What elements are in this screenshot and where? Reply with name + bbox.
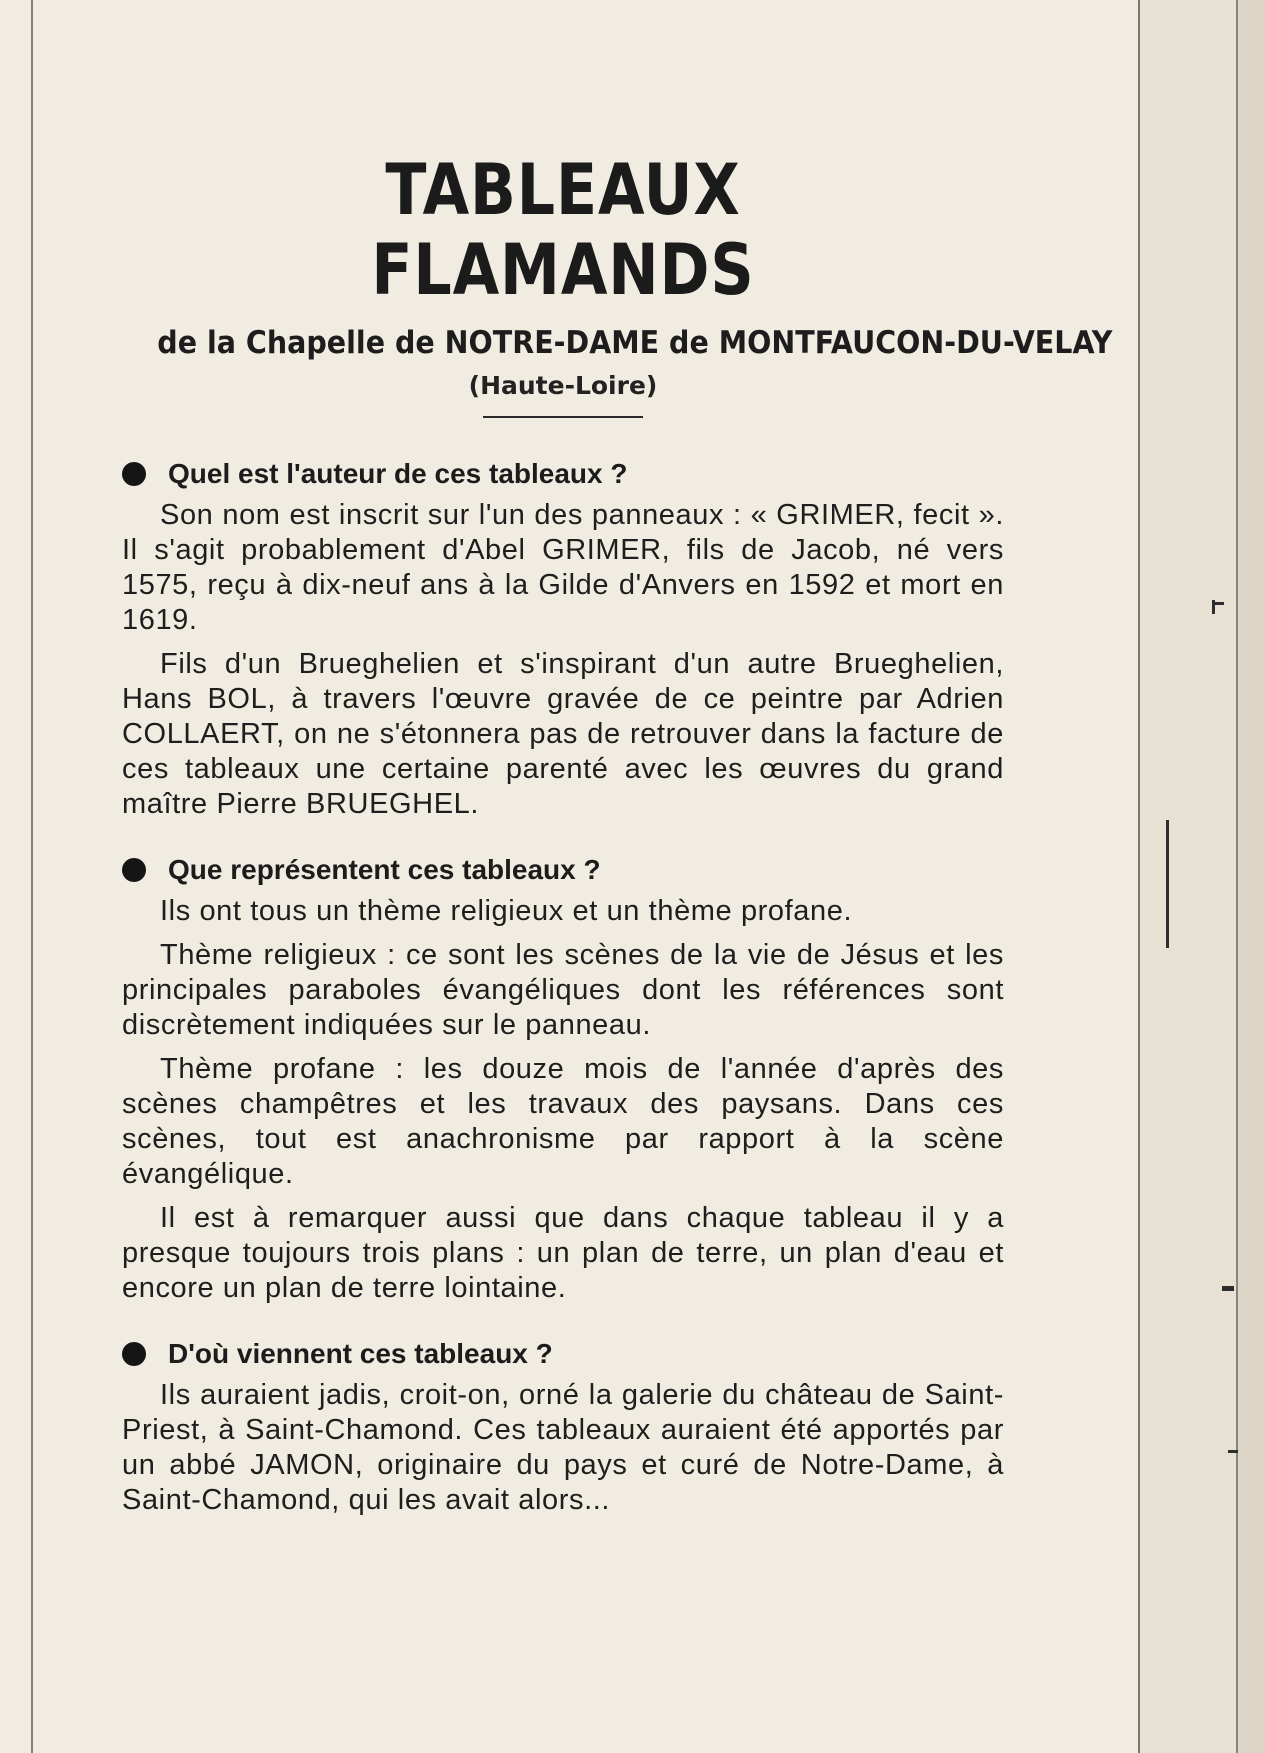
paragraph: Son nom est inscrit sur l'un des panneaux : « GRIMER, fecit ». Il s'agit probablement d'Abel GRIMER, fils de Jacob, né vers 1575, reçu à dix-neuf ans à la Gilde d'Anvers en 1592 et mort en 1619. [122,499,1004,636]
paragraph: Il est à remarquer aussi que dans chaque tableau il y a presque toujours trois plans : un plan de terre, un plan d'eau et encore un plan de terre lointaine. [122,1202,1004,1304]
margin-mark [1228,1450,1238,1453]
section-question [122,852,1004,888]
paragraph: Thème profane : les douze mois de l'année d'après des scènes champêtres et les travaux des paysans. Dans ces scènes, tout est anachronisme par rapport à la scène évangélique. [122,1053,1004,1190]
section-subjects [122,852,1004,1306]
article-body [122,149,1113,1527]
bullet-icon [122,1342,146,1366]
question-text: Quel est l'auteur de ces tableaux ? [168,458,628,489]
paragraph: Ils auraient jadis, croit-on, orné la galerie du château de Saint-Priest, à Saint-Chamond. Ces tableaux auraient été apportés par un abbé JAMON, originaire du pays et curé de Notre-Dame, à Saint-Chamond, qui les avait alors... [122,1379,1004,1516]
section-origin [122,1336,1004,1518]
left-margin-rule [31,0,33,1753]
paragraph: Fils d'un Brueghelien et s'inspirant d'un autre Brueghelien, Hans BOL, à travers l'œuvre gravée de ce peintre par Adrien COLLAERT, on ne s'étonnera pas de retrouver dans la facture de ces tableaux une certaine parenté avec les œuvres du grand maître Pierre BRUEGHEL. [122,648,1004,820]
title-divider [483,416,643,418]
article-subtitle: de la Chapelle de NOTRE-DAME de MONTFAUCON-DU-VELAY [157,325,1113,361]
paragraph: Ils ont tous un thème religieux et un thème profane. [160,895,853,927]
margin-mark [1212,600,1215,614]
question-text: D'où viennent ces tableaux ? [168,1338,553,1369]
bullet-icon [122,462,146,486]
section-author [122,456,1004,822]
article-title: TABLEAUX FLAMANDS [371,149,755,311]
margin-mark [1166,820,1169,948]
page-edge [1236,0,1265,1753]
question-text: Que représentent ces tableaux ? [168,854,601,885]
section-question [122,456,1004,492]
paragraph: Thème religieux : ce sont les scènes de la vie de Jésus et les principales paraboles évangéliques dont les références sont discrètement indiquées sur le panneau. [122,939,1004,1041]
article-region: (Haute-Loire) [468,371,658,400]
margin-mark [1222,1286,1234,1291]
bullet-icon [122,858,146,882]
section-question [122,1336,1004,1372]
